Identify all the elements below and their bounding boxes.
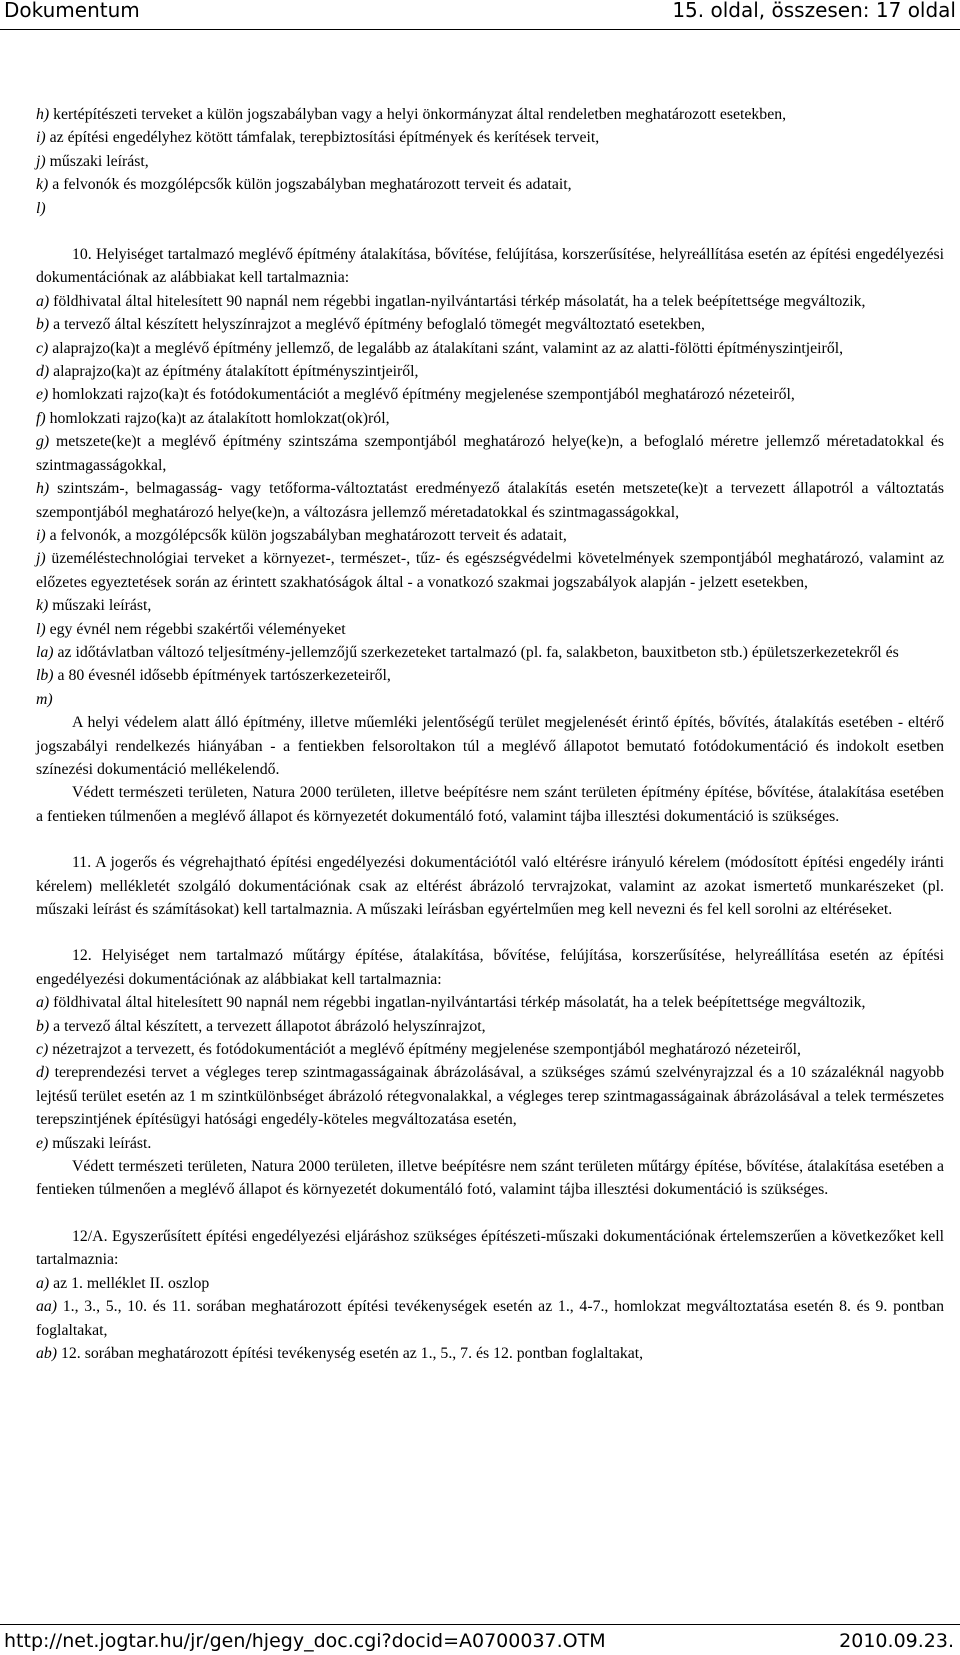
list-item: a) földhivatal által hitelesített 90 napnál nem régebbi ingatlan-nyilvántartási térkép másolatát, ha a telek beépítettsége megváltozik, <box>36 994 866 1012</box>
list-item: h) kertépítészeti terveket a külön jogszabályban vagy a helyi önkormányzat által rendeletben meghatározott esetekben, <box>36 106 787 123</box>
section-paragraph-10: 10. Helyiséget tartalmazó meglévő építmény átalakítása, bővítése, felújítása, korszerűsítése, helyreállítása esetén az építési engedélyezési dokumentációnak az alábbiakat kell tartalmaznia: <box>36 246 944 287</box>
protected-area-paragraph: Védett természeti területen, Natura 2000 területen, illetve beépítésre nem szánt területen építmény építése, bővítése, átalakítása esetében a fentieken túlmenően a meglévő állapot és környezetét dokumentáló fotó, valamint tájba illesztési dokumentáció is szükséges. <box>36 784 944 825</box>
section-paragraph-12: 12. Helyiséget nem tartalmazó műtárgy építése, átalakítása, bővítése, felújítása, korszerűsítése, helyreállítása esetén az építési engedélyezési dokumentációnak az alábbiakat kell tartalmaznia: <box>36 947 944 988</box>
list-item: c) nézetrajzot a tervezett, és fotódokumentációt a meglévő építmény megjelenése szempontjából meghatározó nézeteiről, <box>36 1041 801 1059</box>
list-item: l) egy évnél nem régebbi szakértői véleményeket <box>36 620 346 638</box>
list-item: lb) a 80 évesnél idősebb építmények tartószerkezeteiről, <box>36 667 391 685</box>
list-item: j) műszaki leírást, <box>36 152 149 170</box>
list-item: f) homlokzati rajzo(ka)t az átalakított homlokzat(ok)ról, <box>36 409 390 427</box>
list-item: j) üzeméléstechnológiai terveket a környezet-, természet-, tűz- és egészségvédelmi követelmények szempontjából meghatározó, valamint az előzetes egyeztetések során az érintett szakhatóságok által - a vonatkozó szakmai jogszabályok alapján - jelzett esetekben, <box>36 550 944 591</box>
list-item: a) az 1. melléklet II. oszlop <box>36 1274 210 1292</box>
list-item: i) az építési engedélyhez kötött támfalak, terepbiztosítási építmények és kerítések terveit, <box>36 129 600 147</box>
protected-area-paragraph: Védett természeti területen, Natura 2000 területen, illetve beépítésre nem szánt területen műtárgy építése, bővítése, átalakítása esetében a fentieken túlmenően a meglévő állapot és környezetét dokumentáló fotó, valamint tájba illesztési dokumentáció is szükséges. <box>36 1158 944 1199</box>
heritage-paragraph: A helyi védelem alatt álló építmény, illetve műemléki jelentőségű terület megjelenését érintő építés, bővítés, átalakítás esetében - eltérő jogszabályi rendelkezés hiányában - a fentiekben felsoroltakon túl a meglévő állapotot bemutató fotódokumentáció és indokolt esetben színezési dokumentáció mellékelendő. <box>36 714 944 778</box>
list-item: l) <box>36 199 46 217</box>
list-item: g) metszete(ke)t a meglévő építmény szintszáma szempontjából meghatározó helye(ke)n, a befoglaló méretre jellemző méretadatokkal és szintmagasságokkal, <box>36 433 944 474</box>
section-paragraph-11: 11. A jogerős és végrehajtható építési engedélyezési dokumentációtól való eltérésre irányuló kérelem (módosított építési engedély iránti kérelem) mellékletét szolgáló dokumentációnak csak az eltérést ábrázoló tervrajzokat, valamint az azokat ismertető munkarészeket (pl. műszaki leírást és számításokat) kell tartalmaznia. A műszaki leírásban egyértelműen meg kell nevezni és fel kell sorolni az eltéréseket. <box>36 854 944 918</box>
section-paragraph-12a: 12/A. Egyszerűsített építési engedélyezési eljáráshoz szükséges építészeti-műszaki dokumentációnak értelemszerűen a következőket kell tartalmaznia: <box>36 1227 944 1269</box>
list-item: c) alaprajzo(ka)t a meglévő építmény jellemző, de legalább az átalakítani szánt, valamint az az alatti-fölötti építményszintjeiről, <box>36 339 844 357</box>
page-indicator: 15. oldal, összesen: 17 oldal <box>672 0 956 22</box>
print-date: 2010.09.23. <box>839 1630 954 1652</box>
list-item: aa) 1., 3., 5., 10. és 11. sorában meghatározott építési tevékenységek esetén az 1., 4-7., homlokzat megváltoztatása esetén 8. és 9. pontban foglaltakat, <box>36 1298 944 1339</box>
list-item: ab) 12. sorában meghatározott építési tevékenység esetén az 1., 5., 7. és 12. pontban foglaltakat, <box>36 1344 644 1362</box>
list-item: k) műszaki leírást, <box>36 597 152 615</box>
list-item: b) a tervező által készített helyszínrajzot a meglévő építmény befoglaló tömegét megváltoztató esetekben, <box>36 316 705 334</box>
page-header <box>0 0 960 28</box>
list-item: e) műszaki leírást. <box>36 1134 152 1152</box>
list-item: h) szintszám-, belmagasság- vagy tetőforma-változtatást eredményező átalakítás esetén metszete(ke)t a tervezett állapotról a változtatás szempontjából meghatározó helye(ke)n, a változásra jellemző méretadatokkal és szintmagasságokkal, <box>36 480 944 521</box>
document-title: Dokumentum <box>4 0 140 22</box>
list-item: b) a tervező által készített, a tervezett állapotot ábrázoló helyszínrajzot, <box>36 1017 486 1035</box>
list-item: i) a felvonók, a mozgólépcsők külön jogszabályban meghatározott terveit és adatait, <box>36 526 567 544</box>
list-item: la) az időtávlatban változó teljesítmény-jellemzőjű szerkezeteket tartalmazó (pl. fa, salakbeton, bauxitbeton stb.) épületszerkezetekről és <box>36 643 899 661</box>
list-item: m) <box>36 690 53 708</box>
header-divider <box>0 29 960 30</box>
document-body <box>36 103 944 1365</box>
list-item: d) alaprajzo(ka)t az építmény átalakított építményszintjeiről, <box>36 363 419 381</box>
list-item: k) a felvonók és mozgólépcsők külön jogszabályban meghatározott terveit és adatait, <box>36 176 572 194</box>
page-footer <box>0 1627 960 1654</box>
footer-divider <box>0 1624 960 1625</box>
source-url[interactable]: http://net.jogtar.hu/jr/gen/hjegy_doc.cgi?docid=A0700037.OTM <box>4 1630 606 1652</box>
list-item: a) földhivatal által hitelesített 90 napnál nem régebbi ingatlan-nyilvántartási térkép másolatát, ha a telek beépítettsége megváltozik, <box>36 292 866 310</box>
list-item: d) tereprendezési tervet a végleges terep szintmagasságainak ábrázolásával, a szükséges számú szelvényrajzzal és a 10 százaléknál nagyobb lejtésű terület esetén az 1 m szintkülönbséget ábrázoló rétegvonalakkal, a végleges terep szintmagasságainak ábrázolásával a telek természetes terepszintjének építésügyi hatósági engedély-köteles megváltozatása esetén, <box>36 1064 944 1129</box>
list-item: e) homlokzati rajzo(ka)t és fotódokumentációt a meglévő építmény megjelenése szempontjából meghatározó nézeteiről, <box>36 386 795 404</box>
